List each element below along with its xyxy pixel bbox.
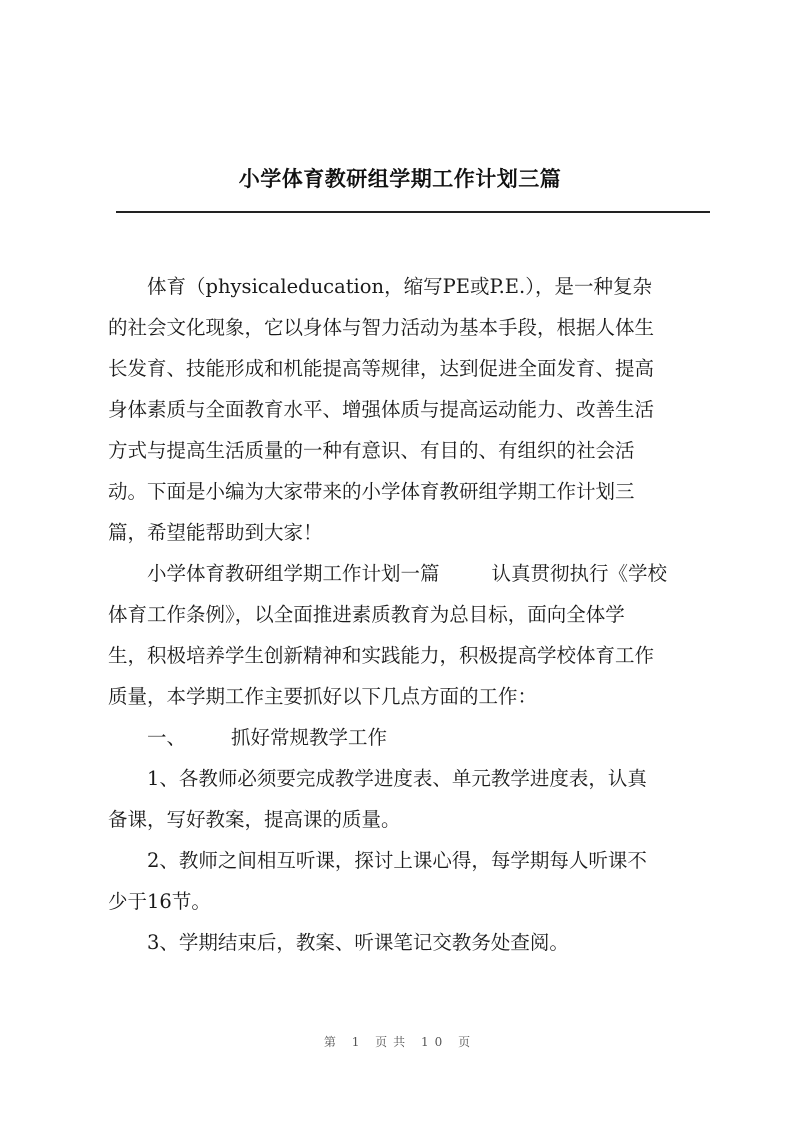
paragraph-line: 体育工作条例》，以全面推进素质教育为总目标，面向全体学 — [108, 603, 625, 626]
paragraph-line: 篇，希望能帮助到大家！ — [108, 521, 323, 544]
paragraph-line: 生，积极培养学生创新精神和实践能力，积极提高学校体育工作 — [108, 644, 655, 667]
plan-heading: 小学体育教研组学期工作计划一篇 — [147, 562, 440, 585]
paragraph-line: 的社会文化现象，它以身体与智力活动为基本手段，根据人体生 — [108, 316, 655, 339]
paragraph-line: 长发育、技能形成和机能提高等规律，达到促进全面发育、提高 — [108, 357, 655, 380]
section-number: 一、 — [147, 726, 187, 749]
document-title: 小学体育教研组学期工作计划三篇 — [238, 167, 562, 191]
paragraph-line: 方式与提高生活质量的一种有意识、有目的、有组织的社会活 — [108, 439, 635, 462]
list-item-line: 3、学期结束后，教案、听课笔记交教务处查阅。 — [147, 931, 569, 954]
paragraph-line: 动。下面是小编为大家带来的小学体育教研组学期工作计划三 — [108, 480, 635, 503]
list-item-line: 备课，写好教案，提高课的质量。 — [108, 808, 401, 831]
title-underline — [116, 211, 710, 213]
paragraph-line: 质量，本学期工作主要抓好以下几点方面的工作： — [108, 685, 538, 708]
section-heading — [108, 723, 710, 764]
list-item-line: 少于16节。 — [108, 890, 211, 913]
document-body — [108, 272, 710, 969]
paragraph-line: 身体素质与全面教育水平、增强体质与提高运动能力、改善生活 — [108, 398, 655, 421]
list-item-line: 2、教师之间相互听课，探讨上课心得，每学期每人听课不 — [147, 849, 647, 872]
plan-intro-text: 认真贯彻执行《学校 — [491, 562, 668, 585]
list-item-line: 1、各教师必须要完成教学进度表、单元教学进度表，认真 — [147, 767, 647, 790]
plan-intro-line — [108, 559, 710, 600]
page-number-footer: 第 1 页共 10 页 — [323, 1035, 477, 1049]
paragraph-line: 体育（physicaleducation，缩写PE或P.E.），是一种复杂 — [147, 275, 652, 298]
section-title: 抓好常规教学工作 — [231, 726, 388, 749]
